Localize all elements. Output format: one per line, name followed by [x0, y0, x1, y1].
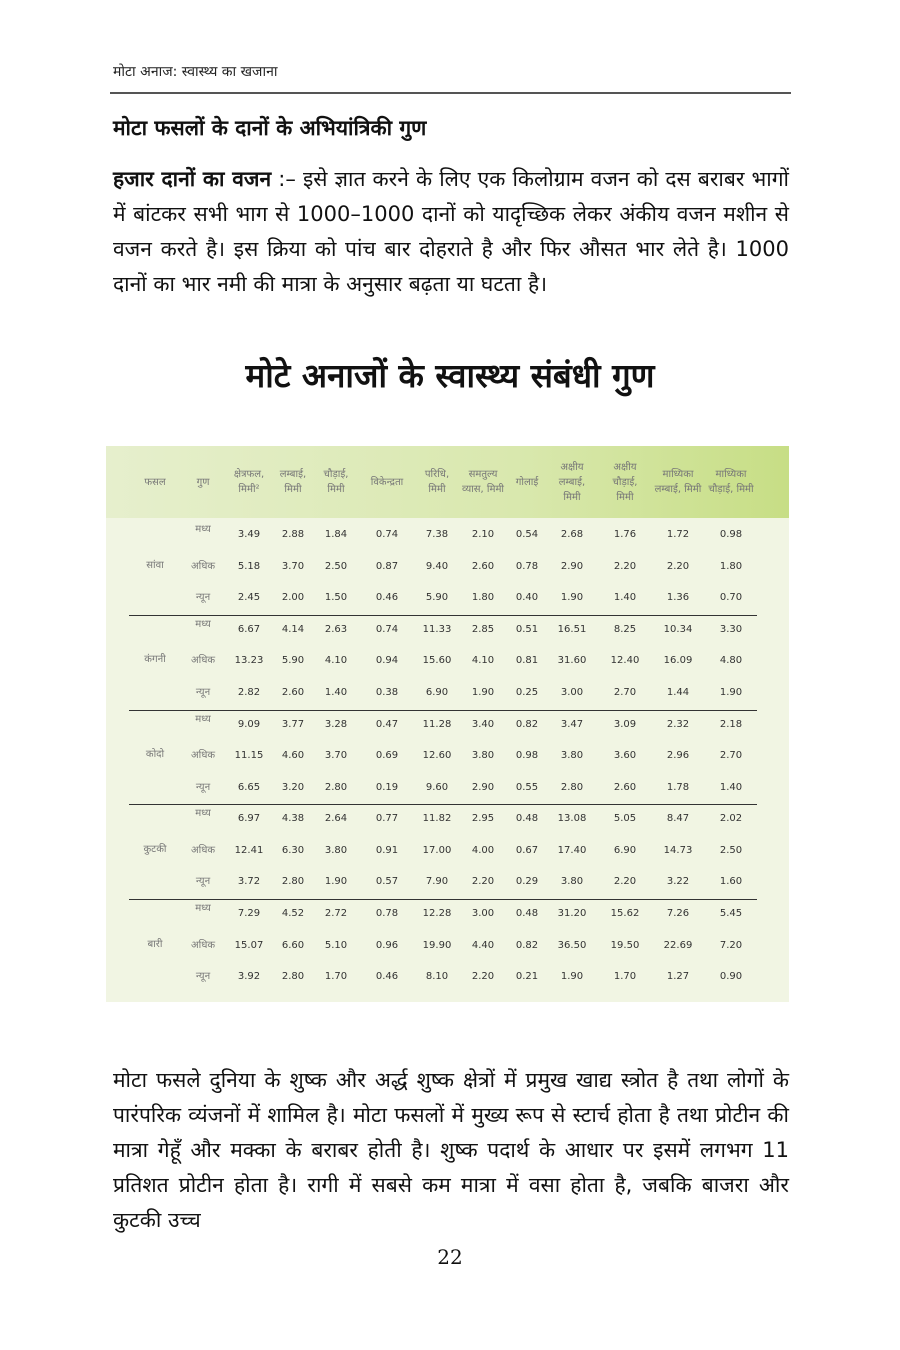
table-cell: 2.80	[281, 876, 305, 888]
table-cell: 0.74	[375, 623, 399, 635]
table-cell: 0.98	[515, 750, 539, 762]
table-cell: 0.46	[375, 592, 399, 603]
table-cell: 0.78	[515, 560, 539, 572]
table-cell: 1.80	[719, 560, 743, 572]
group-divider	[129, 615, 757, 616]
grade-label: मध्य	[195, 618, 211, 630]
table-cell: 3.47	[560, 718, 584, 730]
table-cell: 2.20	[471, 971, 495, 983]
table-cell: 0.81	[515, 655, 539, 667]
table-cell: 0.29	[515, 876, 539, 888]
table-cell: 0.48	[515, 908, 539, 920]
table-header-cell: गोलाई	[515, 476, 539, 488]
table-cell: 1.70	[613, 971, 637, 983]
group-divider	[129, 804, 757, 805]
group-divider	[129, 710, 757, 711]
table-cell: 2.60	[613, 781, 637, 793]
table-cell: 3.70	[281, 560, 305, 572]
table-cell: 2.20	[666, 560, 690, 572]
table-cell: 2.80	[324, 781, 348, 793]
table-cell: 7.90	[425, 876, 449, 888]
table-cell: 16.09	[663, 655, 693, 667]
table-cell: 2.63	[324, 623, 348, 635]
table-cell: 4.00	[471, 844, 495, 856]
table-cell: 2.70	[719, 750, 743, 762]
table-cell: 3.80	[560, 876, 584, 888]
table-cell: 11.15	[234, 750, 264, 762]
table-cell: 2.32	[666, 718, 690, 730]
table-cell: 6.97	[237, 813, 261, 825]
table-cell: 2.60	[281, 686, 305, 698]
table-cell: 5.90	[281, 655, 305, 667]
table-cell: 6.90	[425, 686, 449, 698]
table-cell: 0.25	[515, 686, 539, 698]
table-cell: 3.20	[281, 781, 305, 793]
grade-label: अधिक	[190, 655, 216, 667]
table-cell: 7.26	[666, 908, 690, 920]
table-cell: 3.77	[281, 718, 305, 730]
grade-label: मध्य	[195, 808, 211, 820]
table-cell: 0.87	[375, 560, 399, 572]
crop-name: कंगनी	[144, 654, 166, 666]
table-cell: 2.90	[471, 781, 495, 793]
table-cell: 7.38	[425, 529, 449, 540]
table-cell: 1.90	[560, 971, 584, 983]
table-cell: 2.90	[560, 560, 584, 572]
table-header-cell: माध्यिका लम्बाई, मिमी	[654, 469, 702, 495]
table-cell: 19.50	[610, 939, 640, 951]
table-cell: 19.90	[422, 939, 452, 951]
grade-label: न्यून	[195, 876, 211, 888]
table-header-cell: समतुल्य व्यास, मिमी	[461, 469, 505, 495]
table-cell: 2.85	[471, 623, 495, 635]
table-cell: 3.00	[560, 686, 584, 698]
table-cell: 1.84	[324, 529, 348, 540]
table-cell: 11.33	[422, 623, 452, 635]
table-header-cell: परिधि, मिमी	[424, 469, 450, 495]
table-cell: 1.78	[666, 781, 690, 793]
running-header: मोटा अनाज: स्वास्थ्य का खजाना	[113, 64, 278, 80]
table-cell: 6.60	[281, 939, 305, 951]
table-header-cell: अक्षीय चौड़ाई, मिमी	[612, 461, 638, 503]
table-cell: 15.07	[234, 939, 264, 951]
table-cell: 15.60	[422, 655, 452, 667]
grade-label: अधिक	[190, 750, 216, 762]
table-cell: 3.00	[471, 908, 495, 920]
table-cell: 0.47	[375, 718, 399, 730]
table-cell: 16.51	[557, 623, 587, 635]
table-cell: 5.90	[425, 592, 449, 603]
table-cell: 9.40	[425, 560, 449, 572]
table-cell: 3.40	[471, 718, 495, 730]
table-cell: 17.00	[422, 844, 452, 856]
table-cell: 1.40	[613, 592, 637, 603]
table-cell: 10.34	[663, 623, 693, 635]
table-cell: 5.05	[613, 813, 637, 825]
grade-label: मध्य	[195, 903, 211, 915]
table-cell: 6.67	[237, 623, 261, 635]
crop-name: सांवा	[146, 559, 164, 571]
table-cell: 0.54	[515, 529, 539, 540]
table-cell: 0.78	[375, 908, 399, 920]
table-cell: 1.40	[324, 686, 348, 698]
table-cell: 0.91	[375, 844, 399, 856]
table-header-cell: माध्यिका चौड़ाई, मिमी	[708, 469, 754, 495]
table-cell: 2.18	[719, 718, 743, 730]
table-cell: 2.95	[471, 813, 495, 825]
table-cell: 2.72	[324, 908, 348, 920]
table-cell: 3.70	[324, 750, 348, 762]
table-cell: 14.73	[663, 844, 693, 856]
table-cell: 3.22	[666, 876, 690, 888]
group-divider	[129, 899, 757, 900]
table-cell: 0.90	[719, 971, 743, 983]
table-cell: 4.52	[281, 908, 305, 920]
table-cell: 0.19	[375, 781, 399, 793]
table-cell: 3.30	[719, 623, 743, 635]
table-cell: 1.76	[613, 529, 637, 540]
table-cell: 3.92	[237, 971, 261, 983]
crop-name: कुटकी	[143, 843, 167, 855]
table-cell: 0.67	[515, 844, 539, 856]
grade-label: अधिक	[190, 844, 216, 856]
table-cell: 2.64	[324, 813, 348, 825]
page-number: 22	[437, 1245, 463, 1269]
table-header-row	[106, 446, 789, 518]
paragraph-text: :– इसे ज्ञात करने के लिए एक किलोग्राम वजन को दस बराबर भागों में बांटकर सभी भाग से 1000–1000 दानों को यादृच्छिक लेकर अंकीय वजन मशीन से वजन करते है। इस क्रिया को पांच बार दोहराते है और फिर औसत भार लेते है। 1000 दानों का भार नमी की मात्रा के अनुसार बढ़ता या घटता है।	[113, 167, 789, 296]
grade-label: न्यून	[195, 686, 211, 698]
grade-label: मध्य	[195, 713, 211, 725]
table-cell: 2.00	[281, 592, 305, 603]
table-cell: 1.90	[560, 592, 584, 603]
table-cell: 2.88	[281, 529, 305, 540]
table-header-cell: चौड़ाई, मिमी	[323, 469, 349, 495]
table-cell: 0.38	[375, 686, 399, 698]
table-cell: 1.27	[666, 971, 690, 983]
crop-name: बारी	[147, 938, 163, 950]
table-cell: 2.60	[471, 560, 495, 572]
table-cell: 1.50	[324, 592, 348, 603]
table-cell: 12.41	[234, 844, 264, 856]
table-cell: 0.40	[515, 592, 539, 603]
table-cell: 13.23	[234, 655, 264, 667]
table-cell: 1.60	[719, 876, 743, 888]
body-paragraph: मोटा फसले दुनिया के शुष्क और अर्द्ध शुष्क क्षेत्रों में प्रमुख खाद्य स्त्रोत है तथा लोगों के पारंपरिक व्यंजनों में शामिल है। मोटा फसलों में मुख्य रूप से स्टार्च होता है तथा प्रोटीन की मात्रा गेहूँ और मक्का के बराबर होती है। शुष्क पदार्थ के आधार पर इसमें लगभग 11 प्रतिशत प्रोटीन होता है। रागी में सबसे कम मात्रा में वसा होता है, जबकि बाजरा और कुटकी उच्च	[113, 1068, 789, 1232]
table-header-cell: फसल	[144, 476, 166, 488]
table-cell: 2.80	[281, 971, 305, 983]
crop-name: कोदो	[145, 749, 165, 761]
table-cell: 4.40	[471, 939, 495, 951]
table-cell: 12.40	[610, 655, 640, 667]
table-cell: 5.10	[324, 939, 348, 951]
table-cell: 0.82	[515, 718, 539, 730]
table-cell: 36.50	[557, 939, 587, 951]
table-cell: 22.69	[663, 939, 693, 951]
table-cell: 0.48	[515, 813, 539, 825]
table-cell: 9.60	[425, 781, 449, 793]
table-header-cell: लम्बाई, मिमी	[279, 469, 307, 495]
header-divider	[110, 92, 791, 94]
table-cell: 0.98	[719, 529, 743, 540]
table-cell: 6.65	[237, 781, 261, 793]
table-cell: 4.80	[719, 655, 743, 667]
table-cell: 8.25	[613, 623, 637, 635]
table-cell: 0.94	[375, 655, 399, 667]
table-cell: 0.77	[375, 813, 399, 825]
table-cell: 7.29	[237, 908, 261, 920]
table-header-cell: गुण	[196, 476, 210, 488]
table-cell: 17.40	[557, 844, 587, 856]
table-cell: 3.60	[613, 750, 637, 762]
table-cell: 2.20	[613, 876, 637, 888]
table-cell: 5.18	[237, 560, 261, 572]
table-cell: 4.60	[281, 750, 305, 762]
table-cell: 2.20	[613, 560, 637, 572]
table-cell: 9.09	[237, 718, 261, 730]
table-cell: 2.68	[560, 529, 584, 540]
table-cell: 8.47	[666, 813, 690, 825]
table-cell: 0.21	[515, 971, 539, 983]
table-cell: 6.90	[613, 844, 637, 856]
table-cell: 11.82	[422, 813, 452, 825]
grade-label: न्यून	[195, 971, 211, 983]
table-cell: 4.10	[471, 655, 495, 667]
table-cell: 12.28	[422, 908, 452, 920]
table-cell: 2.50	[324, 560, 348, 572]
table-cell: 0.57	[375, 876, 399, 888]
table-cell: 0.51	[515, 623, 539, 635]
table-cell: 2.96	[666, 750, 690, 762]
paragraph-term: हजार दानों का वजन	[113, 167, 272, 191]
table-cell: 2.50	[719, 844, 743, 856]
table-cell: 0.69	[375, 750, 399, 762]
table-cell: 3.80	[560, 750, 584, 762]
table-cell: 2.10	[471, 529, 495, 540]
table-cell: 2.70	[613, 686, 637, 698]
main-title: मोटे अनाजों के स्वास्थ्य संबंधी गुण	[245, 356, 655, 395]
table-cell: 2.20	[471, 876, 495, 888]
grain-properties-table	[106, 446, 789, 1002]
table-cell: 4.14	[281, 623, 305, 635]
table-cell: 4.10	[324, 655, 348, 667]
table-cell: 31.60	[557, 655, 587, 667]
table-cell: 1.72	[666, 529, 690, 540]
table-cell: 15.62	[610, 908, 640, 920]
grade-label: न्यून	[195, 592, 211, 603]
table-cell: 2.02	[719, 813, 743, 825]
table-cell: 2.80	[560, 781, 584, 793]
table-cell: 2.45	[237, 592, 261, 603]
table-cell: 3.49	[237, 529, 261, 540]
grade-label: मध्य	[195, 524, 211, 535]
table-cell: 12.60	[422, 750, 452, 762]
table-cell: 1.40	[719, 781, 743, 793]
table-cell: 0.82	[515, 939, 539, 951]
table-cell: 1.90	[324, 876, 348, 888]
table-cell: 4.38	[281, 813, 305, 825]
table-cell: 3.80	[471, 750, 495, 762]
table-header-cell: विकेन्द्रता	[370, 476, 404, 488]
table-cell: 0.96	[375, 939, 399, 951]
section-heading: मोटा फसलों के दानों के अभियांत्रिकी गुण	[113, 116, 427, 140]
table-cell: 3.72	[237, 876, 261, 888]
table-cell: 11.28	[422, 718, 452, 730]
table-cell: 1.90	[471, 686, 495, 698]
table-cell: 0.74	[375, 529, 399, 540]
table-cell: 6.30	[281, 844, 305, 856]
table-cell: 3.09	[613, 718, 637, 730]
table-cell: 5.45	[719, 908, 743, 920]
table-cell: 7.20	[719, 939, 743, 951]
table-header-cell: अक्षीय लम्बाई, मिमी	[558, 461, 586, 503]
table-cell: 0.70	[719, 592, 743, 603]
grade-label: अधिक	[190, 560, 216, 572]
table-cell: 0.55	[515, 781, 539, 793]
grade-label: अधिक	[190, 939, 216, 951]
table-cell: 1.36	[666, 592, 690, 603]
table-cell: 3.28	[324, 718, 348, 730]
table-cell: 0.46	[375, 971, 399, 983]
table-cell: 1.90	[719, 686, 743, 698]
table-header-cell: क्षेत्रफल, मिमी²	[233, 469, 265, 495]
table-cell: 2.82	[237, 686, 261, 698]
table-cell: 1.80	[471, 592, 495, 603]
grade-label: न्यून	[195, 781, 211, 793]
table-cell: 8.10	[425, 971, 449, 983]
thousand-grain-weight-paragraph	[113, 162, 789, 302]
table-cell: 1.70	[324, 971, 348, 983]
table-cell: 3.80	[324, 844, 348, 856]
table-cell: 31.20	[557, 908, 587, 920]
table-cell: 13.08	[557, 813, 587, 825]
table-cell: 1.44	[666, 686, 690, 698]
